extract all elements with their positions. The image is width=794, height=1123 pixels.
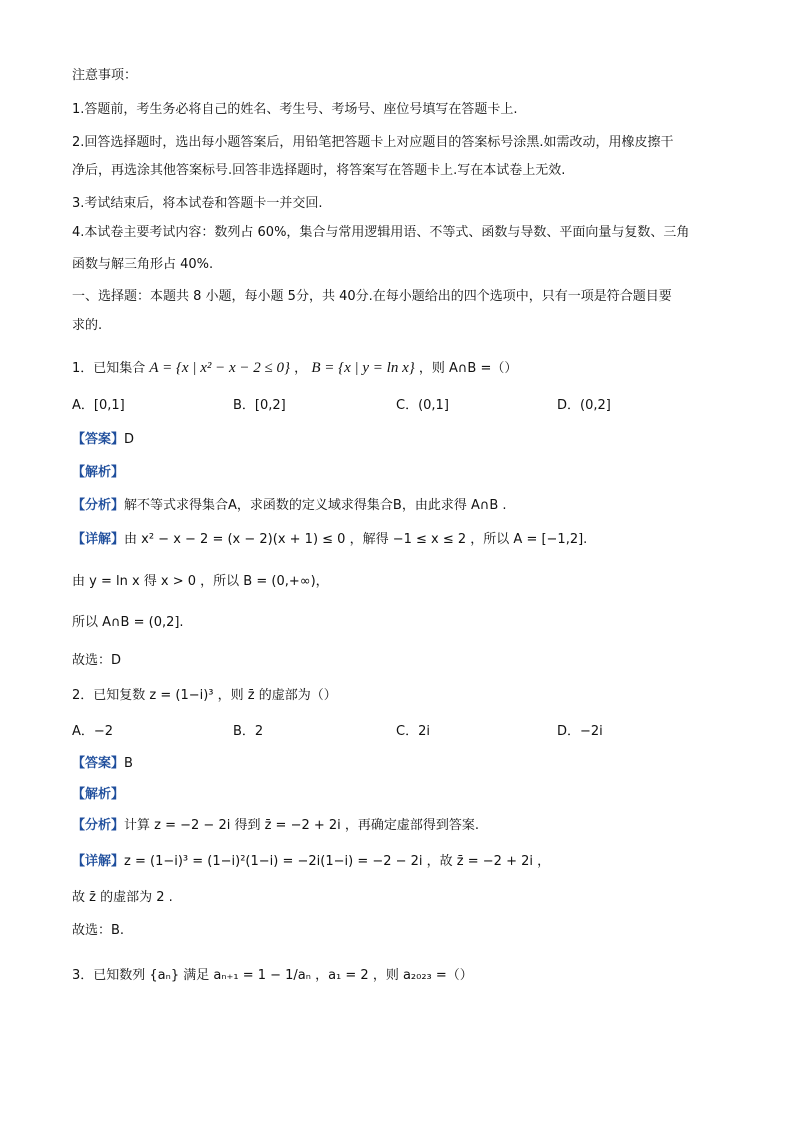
q2-step-2: 故 z̄ 的虚部为 2 . [72, 890, 173, 905]
q1-xiangjie-row [72, 530, 587, 550]
note-item-2-cont: 净后，再选涂其他答案标号.回答非选择题时，将答案写在答题卡上.写在本试卷上无效. [72, 163, 566, 178]
xiangjie-label: 【详解】 [72, 854, 125, 869]
notes-heading: 注意事项： [72, 68, 138, 83]
q1-option-d: D．(0,2] [557, 398, 611, 413]
note-item-4-cont: 函数与解三角形占 40%. [72, 257, 214, 272]
q1-prefix: 1．已知集合 [72, 361, 146, 376]
q1-option-b: B．[0,2] [233, 398, 286, 413]
xiangjie-label: 【详解】 [72, 532, 125, 547]
q2-xiangjie: z = (1−i)³ = (1−i)²(1−i) = −2i(1−i) = −2 − 2i ，故 z̄ = −2 + 2i ， [124, 854, 551, 869]
note-item-2: 2.回答选择题时，选出每小题答案后，用铅笔把答题卡上对应题目的答案标号涂黑.如需改动，用橡皮擦干 [72, 135, 674, 150]
q2-answer: B [124, 756, 133, 771]
q2-answer-row [72, 754, 133, 774]
q2-analysis-row [72, 785, 124, 805]
answer-label: 【答案】 [72, 756, 125, 771]
q1-option-a: A．[0,1] [72, 398, 125, 413]
analysis-label: 【解析】 [72, 787, 125, 802]
q1-answer: D [124, 432, 135, 447]
q1-step-2: 由 y = ln x 得 x > 0 ，所以 B = (0,+∞)， [72, 574, 329, 589]
q1-analysis-row [72, 463, 124, 483]
q1-set-a: A = {x | x² − x − 2 ≤ 0} [149, 360, 291, 376]
q2-choose: 故选：B. [72, 923, 125, 938]
q1-option-c: C．(0,1] [396, 398, 449, 413]
q2-option-d: D．−2i [557, 724, 603, 739]
q2-xiangjie-row [72, 852, 550, 872]
q1-choose: 故选：D [72, 653, 122, 668]
q2-fenxi: 计算 z = −2 − 2i 得到 z̄ = −2 + 2i ，再确定虚部得到答案. [124, 818, 480, 833]
note-item-4: 4.本试卷主要考试内容：数列占 60%，集合与常用逻辑用语、不等式、函数与导数、平面向量与复数、三角 [72, 225, 690, 240]
section-heading: 一、选择题：本题共 8 小题，每小题 5分，共 40分.在每小题给出的四个选项中，只有一项是符合题目要 [72, 289, 672, 304]
question-1 [72, 358, 517, 379]
q1-sep: ， [294, 361, 308, 376]
q2-option-c: C．2i [396, 724, 430, 739]
q2-fenxi-row [72, 816, 479, 836]
question-2: 2．已知复数 z = (1−i)³ ，则 z̄ 的虚部为（） [72, 688, 337, 703]
q2-option-b: B．2 [233, 724, 264, 739]
note-item-3: 3.考试结束后，将本试卷和答题卡一并交回. [72, 196, 323, 211]
q1-answer-row [72, 430, 134, 450]
note-item-1: 1.答题前，考生务必将自己的姓名、考生号、考场号、座位号填写在答题卡上. [72, 102, 518, 117]
q1-set-b: B = {x | y = ln x} [311, 360, 415, 376]
answer-label: 【答案】 [72, 432, 125, 447]
q1-step-3: 所以 A∩B = (0,2]. [72, 615, 184, 630]
q1-ask: ，则 A∩B =（） [418, 361, 518, 376]
analysis-label: 【解析】 [72, 465, 125, 480]
q2-option-a: A．−2 [72, 724, 114, 739]
q1-fenxi-row [72, 496, 507, 516]
fenxi-label: 【分析】 [72, 498, 125, 513]
q1-xiangjie: 由 x² − x − 2 = (x − 2)(x + 1) ≤ 0 ，解得 −1 ≤ x ≤ 2 ，所以 A = [−1,2]. [124, 532, 588, 547]
section-heading-cont: 求的. [72, 318, 103, 333]
question-3: 3．已知数列 {aₙ} 满足 aₙ₊₁ = 1 − 1/aₙ ，a₁ = 2 ，则 a₂₀₂₃ =（） [72, 968, 473, 983]
q1-fenxi: 解不等式求得集合A，求函数的定义域求得集合B，由此求得 A∩B . [124, 498, 507, 513]
fenxi-label: 【分析】 [72, 818, 125, 833]
